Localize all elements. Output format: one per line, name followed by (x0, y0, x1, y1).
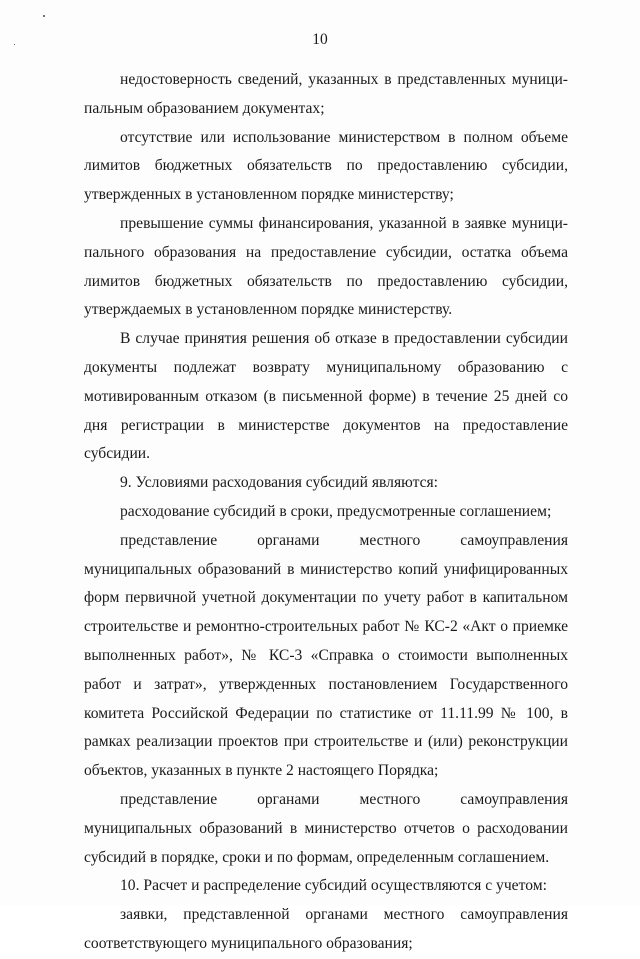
paragraph: превышение суммы финансирования, указанной в заявке муниципального образования на предоставление субсидии, остатка объема лимитов бюджетных обязательств по предоставлению субсидии, утверждаемых в установленном порядке министерству. (84, 214, 568, 319)
paragraph: представление органами местного самоуправления муниципальных образований в министерство копий унифицированных форм первичной учетной документации по учету работ в капитальном строительстве и ремонтно-строительных работ № КС-2 «Акт о приемке выполненных работ», № КС-3 «Справка о стоимости выполненных работ и затрат», утвержденных постановлением Государственного комитета Российской Федерации по статистике от 11.11.99 № 100, в рамках реализации проектов при строительстве и (или) реконструкции объектов, указанных в пункте 2 настоящего Порядка; (84, 531, 568, 780)
paragraph: В случае принятия решения об отказе в предоставлении субсидии документы подлежат возврату муниципальному образованию с мотивированным отказом (в письменной форме) в течение 25 дней со дня регистрации в министерстве документов на предоставление субсидии. (84, 330, 568, 463)
paragraph: расходование субсидий в сроки, предусмотренные соглашением; (120, 502, 552, 520)
paragraph: заявки, представленной органами местного самоуправления соответствующего муниципального образования; (84, 906, 568, 952)
scan-speck (43, 15, 45, 17)
page-number: 10 (312, 31, 328, 48)
paragraph: отсутствие или использование министерством в полном объеме лимитов бюджетных обязательств по предоставлению субсидии, утвержденных в установленном порядке министерству; (84, 128, 568, 204)
document-body (84, 66, 568, 959)
section-heading-10: 10. Расчет и распределение субсидий осуществляются с учетом: (120, 877, 547, 895)
paragraph: недостоверность сведений, указанных в представленных муниципальным образованием документах; (84, 71, 568, 117)
paragraph: представление органами местного самоуправления муниципальных образований в министерство отчетов о расходовании субсидий в порядке, сроки и по формам, определенным соглашением. (84, 790, 568, 866)
section-heading-9: 9. Условиями расходования субсидий являются: (120, 474, 438, 492)
